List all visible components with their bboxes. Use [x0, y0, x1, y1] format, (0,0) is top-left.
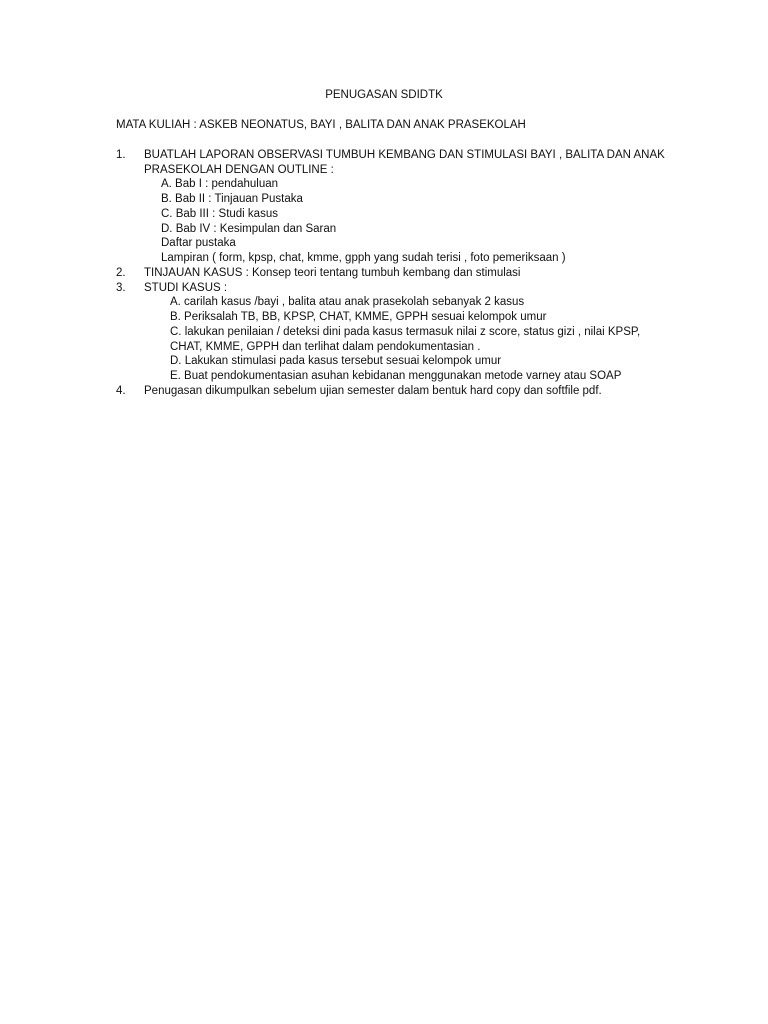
item-3-sub-b: B. Periksalah TB, BB, KPSP, CHAT, KMME, GPPH sesuai kelompok umur — [170, 311, 547, 323]
item-3-line-1: STUDI KASUS : — [144, 282, 228, 294]
item-4-line-1: Penugasan dikumpulkan sebelum ujian semester dalam bentuk hard copy dan softfile pdf. — [144, 385, 602, 397]
item-1-sub-lampiran: Lampiran ( form, kpsp, chat, kmme, gpph yang sudah terisi , foto pemeriksaan ) — [161, 252, 566, 264]
item-1-sub-a: A. Bab I : pendahuluan — [161, 178, 279, 190]
course-line: MATA KULIAH : ASKEB NEONATUS, BAYI , BALITA DAN ANAK PRASEKOLAH — [116, 119, 526, 131]
item-3-sub-d: D. Lakukan stimulasi pada kasus tersebut sesuai kelompok umur — [170, 355, 502, 367]
item-2-number: 2. — [116, 267, 126, 279]
item-2-line-1: TINJAUAN KASUS : Konsep teori tentang tumbuh kembang dan stimulasi — [144, 267, 521, 279]
item-1-sub-c: C. Bab III : Studi kasus — [161, 208, 278, 220]
item-3-sub-a: A. carilah kasus /bayi , balita atau anak prasekolah sebanyak 2 kasus — [170, 296, 525, 308]
item-3-number: 3. — [116, 282, 126, 294]
item-1-sub-b: B. Bab II : Tinjauan Pustaka — [161, 193, 303, 205]
item-3-sub-c-cont: CHAT, KMME, GPPH dan terlihat dalam pendokumentasian . — [170, 341, 481, 353]
item-4-number: 4. — [116, 385, 126, 397]
item-3-sub-e: E. Buat pendokumentasian asuhan kebidanan menggunakan metode varney atau SOAP — [170, 370, 622, 382]
item-1-number: 1. — [116, 149, 126, 161]
item-1-line-1: BUATLAH LAPORAN OBSERVASI TUMBUH KEMBANG DAN STIMULASI BAYI , BALITA DAN ANAK — [144, 149, 665, 161]
item-1-line-2: PRASEKOLAH DENGAN OUTLINE : — [144, 164, 334, 176]
document-title: PENUGASAN SDIDTK — [325, 89, 443, 101]
item-1-sub-daftar: Daftar pustaka — [161, 237, 236, 249]
item-1-sub-d: D. Bab IV : Kesimpulan dan Saran — [161, 223, 337, 235]
item-3-sub-c: C. lakukan penilaian / deteksi dini pada kasus termasuk nilai z score, status gizi , nilai KPSP, — [170, 326, 641, 338]
